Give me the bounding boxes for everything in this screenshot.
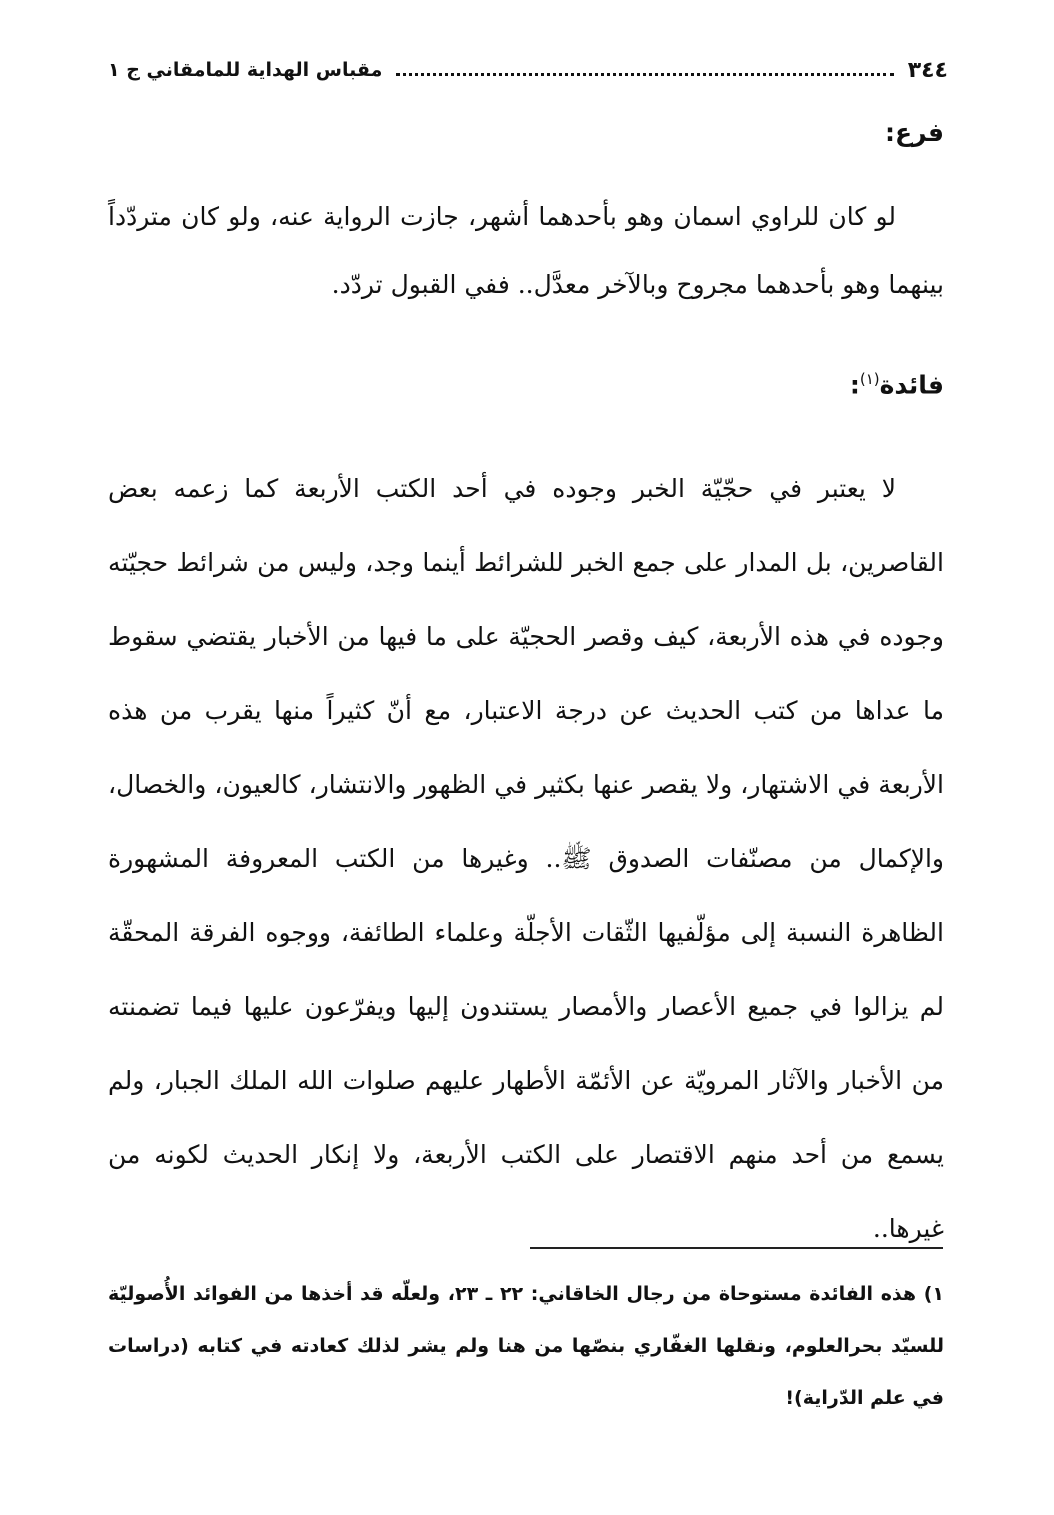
benefit-heading-text: فائدة <box>879 370 944 400</box>
branch-paragraph-block <box>108 183 944 319</box>
section-heading-branch: فرع: <box>885 118 944 147</box>
footnote-separator <box>530 1247 943 1249</box>
running-title: مقباس الهداية للمامقاني ج ١ <box>108 59 383 81</box>
section-benefit <box>108 370 944 399</box>
footnote: ١) هذه الفائدة مستوحاة من رجال الخاقاني: ٢٢ ـ ٢٣، ولعلّه قد أخذها من الفوائد الأُصوليّة للسيّد بحرالعلوم، ونقلها الغفّاري بنصّها من هنا ولم يشر لذلك كعادته في كتابه (دراسات في علم الدّراية)! <box>108 1283 944 1409</box>
section-branch <box>108 118 944 147</box>
benefit-paragraph: لا يعتبر في حجّيّة الخبر وجوده في أحد الكتب الأربعة كما زعمه بعض القاصرين، بل المدار على جمع الخبر للشرائط أينما وجد، وليس من شرائط حجيّته وجوده في هذه الأربعة، كيف وقصر الحجيّة على ما فيها من الأخبار يقتضي سقوط ما عداها من كتب الحديث عن درجة الاعتبار، مع أنّ كثيراً منها يقرب من هذه الأربعة في الاشتهار، ولا يقصر عنها بكثير في الظهور والانتشار، كالعيون، والخصال، والإكمال من مصنّفات الصدوق ﷺ.. وغيرها من الكتب المعروفة المشهورة الظاهرة النسبة إلى مؤلّفيها الثّقات الأجلّة وعلماء الطائفة، ووجوه الفرقة المحقّة لم يزالوا في جميع الأعصار والأمصار يستندون إليها ويفرّعون عليها فيما تضمنته من الأخبار والآثار المرويّة عن الأئمّة الأطهار عليهم صلوات الله الملك الجبار، ولم يسمع من أحد منهم الاقتصار على الكتب الأربعة، ولا إنكار الحديث لكونه من غيرها.. <box>108 474 944 1243</box>
benefit-heading-colon: : <box>849 370 860 400</box>
header-leader-dots <box>396 73 893 76</box>
footnote-marker: (١) <box>859 370 880 388</box>
benefit-paragraph-block <box>108 452 944 1266</box>
section-heading-benefit <box>108 370 944 399</box>
page-number: ٣٤٤ <box>907 57 948 83</box>
branch-paragraph: لو كان للراوي اسمان وهو بأحدهما أشهر، جازت الرواية عنه، ولو كان متردّداً بينهما وهو بأحدهما مجروح وبالآخر معدَّل.. ففي القبول تردّد. <box>108 202 944 299</box>
running-header <box>108 50 948 90</box>
